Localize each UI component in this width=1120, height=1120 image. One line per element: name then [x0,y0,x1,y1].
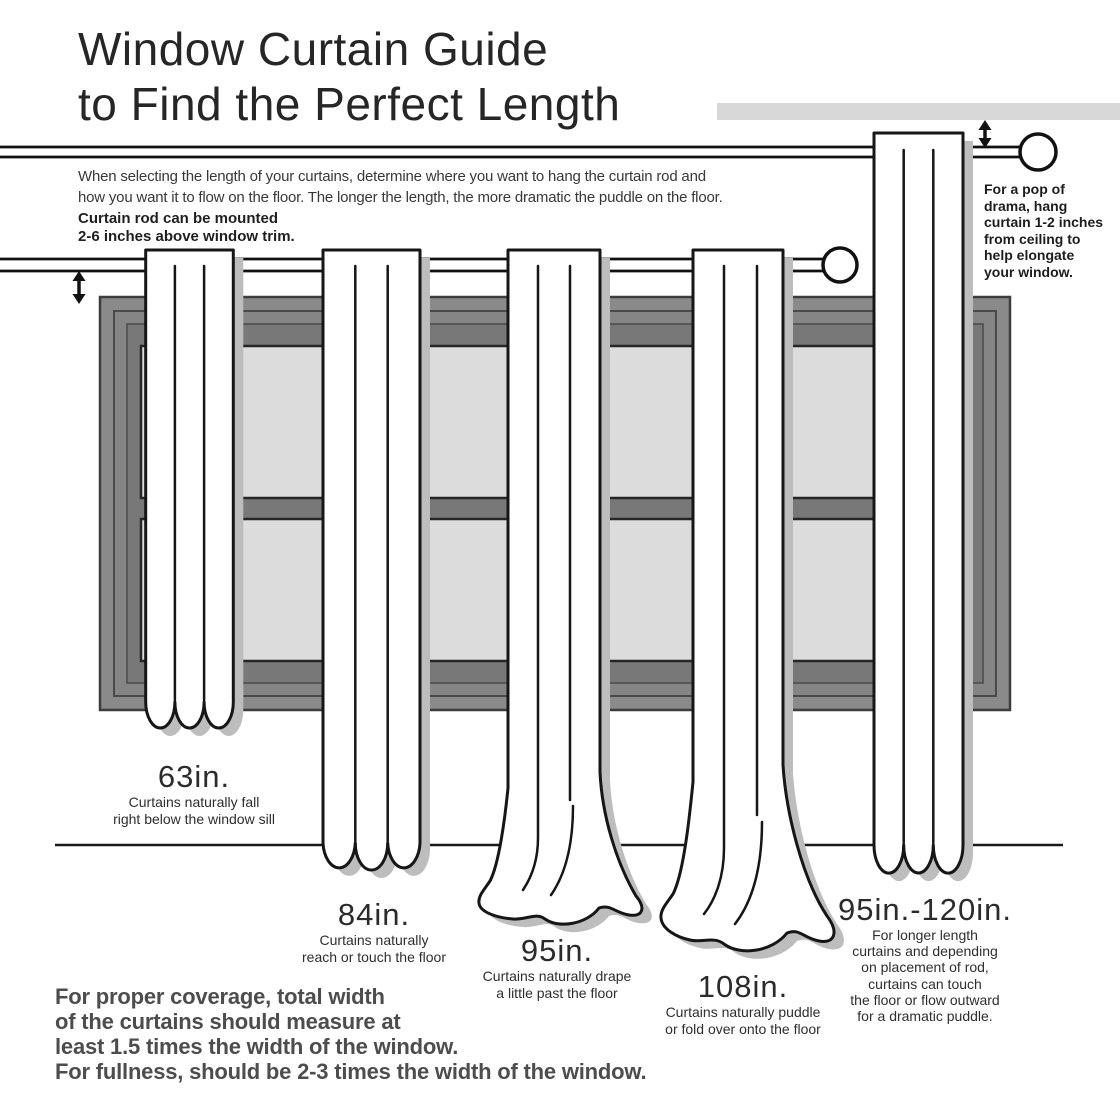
label-95-120in: 95in.-120in. For longer length curtains and depending on placement of rod, curtains can touch the floor or flow outward for a dramatic puddle. [837,892,1013,1025]
ceiling-gap-arrow-icon [979,120,992,148]
label-108in: 108in. Curtains naturally puddle or fold over onto the floor [665,969,821,1037]
curtain-rod-upper [0,147,1021,157]
rod-finial-upper [1020,134,1056,170]
width-guidance-text: For proper coverage, total width of the curtains should measure at least 1.5 times the width of the window. For fullness, should be 2-3 times the width of the window. [55,984,647,1084]
intro-text: When selecting the length of your curtains, determine where you want to hang the curtain rod and how you want it to flow on the floor. The longer the length, the more dramatic the puddle on the floor. [78,168,723,206]
curtain-length-value: 95in. [520,933,594,968]
curtain-length-value: 108in. [697,969,789,1004]
label-95in: 95in. Curtains naturally drape a little past the floor [482,933,632,1001]
curtain-length-value: 95in.-120in. [837,892,1013,927]
label-63in: 63in. Curtains naturally fall right below the window sill [113,759,275,827]
curtain-84in [323,250,430,878]
ceiling-drama-note: For a pop of drama, hang curtain 1-2 inches from ceiling to help elongate your window. [984,181,1104,280]
curtain-length-value: 84in. [337,897,411,932]
label-84in: 84in. Curtains naturally reach or touch the floor [302,897,446,965]
title-line: to Find the Perfect Length [78,78,621,130]
rod-mounting-note: Curtain rod can be mounted 2-6 inches above window trim. [78,210,295,245]
rod-height-arrow-icon [73,271,86,304]
curtain-95-120in [874,133,973,881]
ceiling-bar [717,103,1120,120]
page-title [78,22,620,132]
curtain-63in [146,250,244,736]
curtain-length-value: 63in. [157,759,231,794]
rod-finial-lower [823,248,857,282]
title-line: Window Curtain Guide [78,23,549,75]
